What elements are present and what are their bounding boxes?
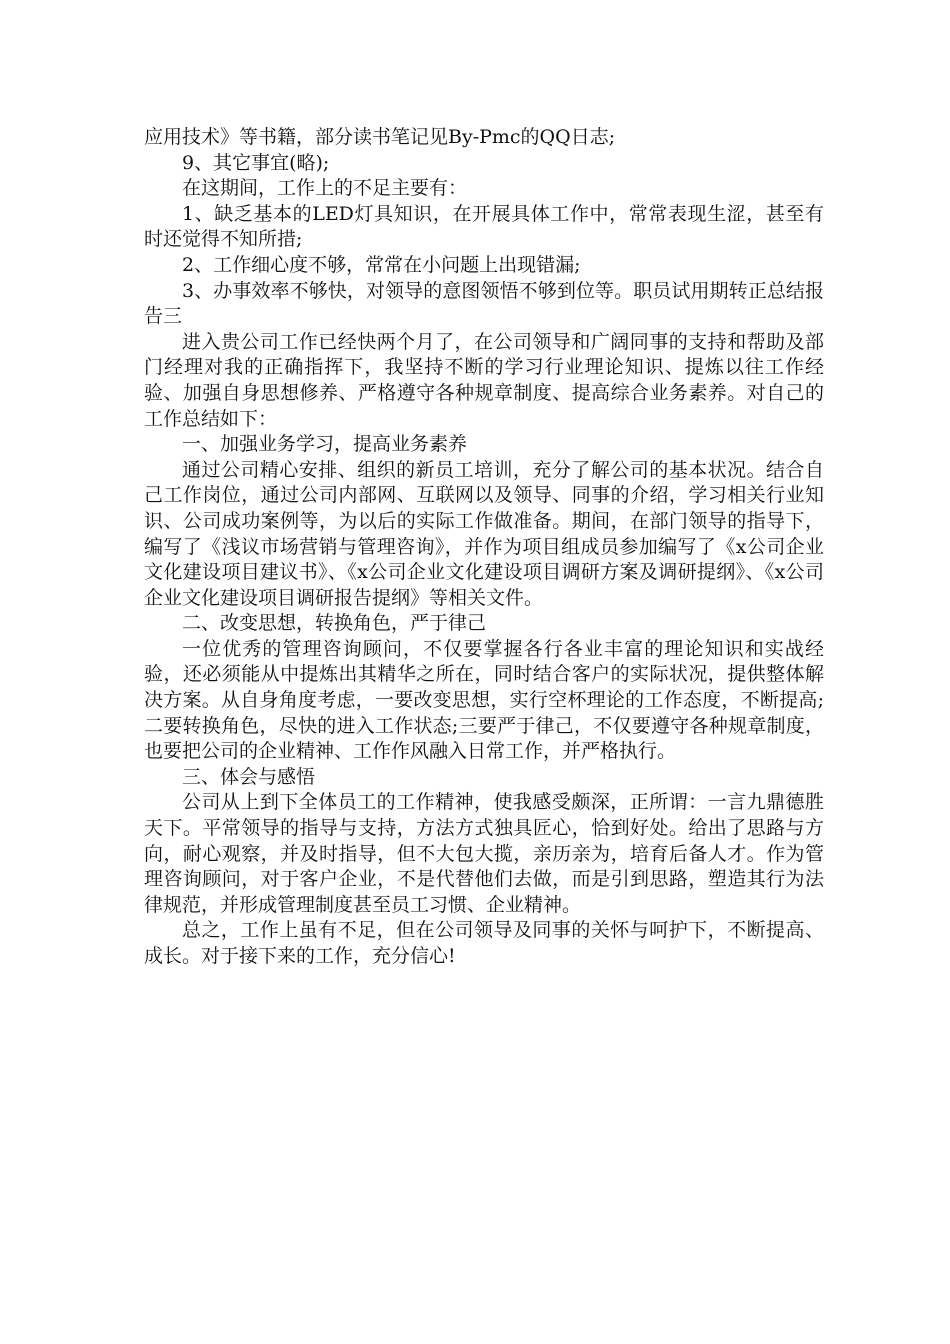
section-heading-3: 三、体会与感悟 <box>182 765 316 788</box>
paragraph-continuation: 应用技术》等书籍，部分读书笔记见By-Pmc的QQ日志; <box>144 126 616 148</box>
section-heading-2: 二、改变思想，转换角色，严于律己 <box>182 612 487 635</box>
paragraph-section-2: 一位优秀的管理咨询顾问，不仅要掌握各行各业丰富的理论知识和实战经验，还必须能从中提炼出其精华之所在，同时结合客户的实际状况，提供整体解决方案。从自身角度考虑，一要改变思想，实行空杯理论的工作态度，不断提高;二要转换角色，尽快的进入工作状态;三要严于律己，不仅要遵守各种规章制度，也要把公司的企业精神、工作作风融入日常工作，并严格执行。 <box>144 637 824 763</box>
paragraph-shortcomings-intro: 在这期间，工作上的不足主要有： <box>182 177 468 200</box>
paragraph-item-9: 9、其它事宜(略); <box>182 151 330 174</box>
paragraph-conclusion: 总之，工作上虽有不足，但在公司领导及同事的关怀与呵护下，不断提高、成长。对于接下来的工作，充分信心! <box>144 919 824 967</box>
paragraph-intro: 进入贵公司工作已经快两个月了，在公司领导和广阔同事的支持和帮助及部门经理对我的正确指挥下，我坚持不断的学习行业理论知识、提炼以往工作经验、加强自身思想修养、严格遵守各种规章制度、提高综合业务素养。对自己的工作总结如下： <box>144 330 824 430</box>
section-heading-1: 一、加强业务学习，提高业务素养 <box>182 433 468 456</box>
document-body <box>144 125 824 970</box>
paragraph-shortcoming-3: 3、办事效率不够快，对领导的意图领悟不够到位等。职员试用期转正总结报告三 <box>144 279 824 328</box>
paragraph-section-3: 公司从上到下全体员工的工作精神，使我感受颇深，正所谓：一言九鼎德胜天下。平常领导的指导与支持，方法方式独具匠心，恰到好处。给出了思路与方向，耐心观察，并及时指导，但不大包大揽，亲历亲为，培育后备人才。作为管理咨询顾问，对于客户企业，不是代替他们去做，而是引到思路，塑造其行为法律规范，并形成管理制度甚至员工习惯、企业精神。 <box>144 791 824 916</box>
paragraph-shortcoming-1: 1、缺乏基本的LED灯具知识，在开展具体工作中，常常表现生涩，甚至有时还觉得不知所措; <box>144 202 824 251</box>
paragraph-shortcoming-2: 2、工作细心度不够，常常在小问题上出现错漏; <box>182 253 581 276</box>
paragraph-section-1: 通过公司精心安排、组织的新员工培训，充分了解公司的基本状况。结合自己工作岗位，通过公司内部网、互联网以及领导、同事的介绍，学习相关行业知识、公司成功案例等，为以后的实际工作做准备。期间，在部门领导的指导下，编写了《浅议市场营销与管理咨询》，并作为项目组成员参加编写了《x公司企业文化建设项目建议书》、《x公司企业文化建设项目调研方案及调研提纲》、《x公司企业文化建设项目调研报告提纲》等相关文件。 <box>144 458 824 609</box>
